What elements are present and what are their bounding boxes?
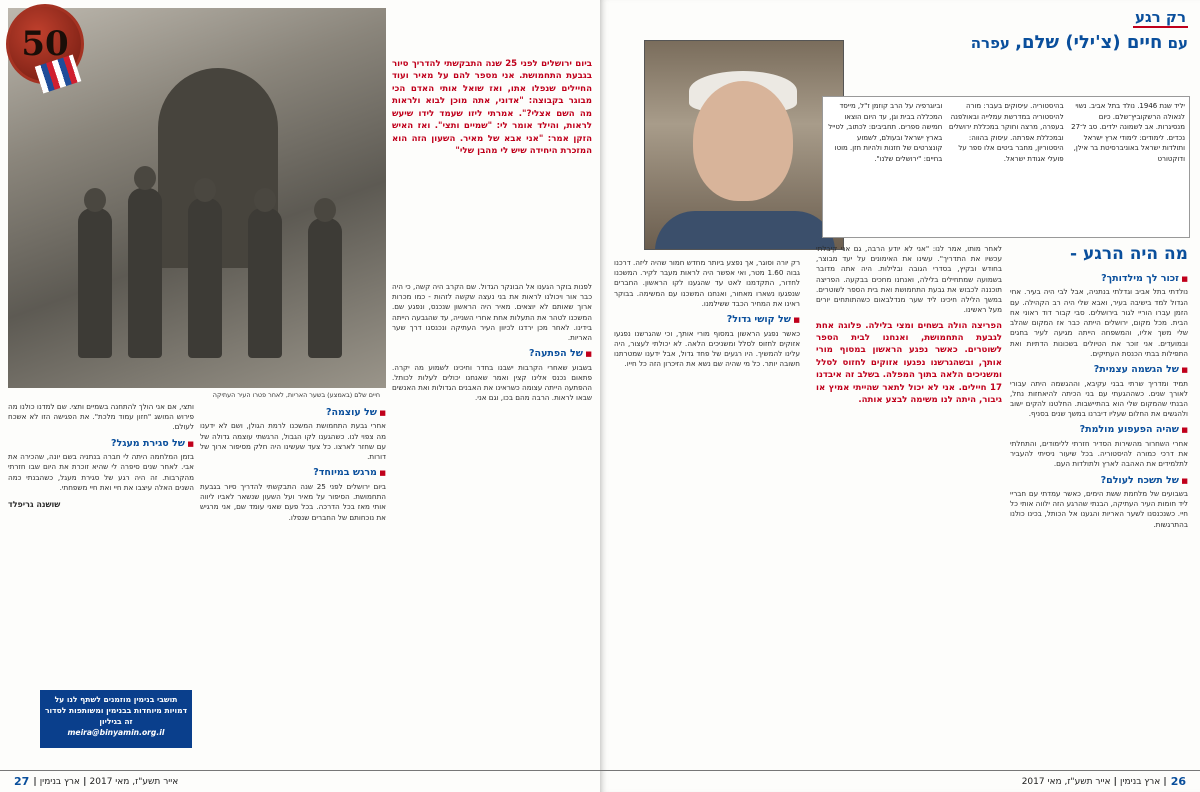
bio-col2: בהיסטוריה. עיסוקים בעבר: מורה להיסטוריה במדרשת עמלייה ובאולפנה בעפרה, מרצה וחוקר במכללת ירושלים ובמכללת אפרתה. עיסוק בהווה: היסטוריון, מחבר ביטים אלו ספר על פועלי אגודת ישראל. xyxy=(948,102,1064,163)
footer-left: אייר תשע"ז, מאי 2017 | ארץ בנימין | 27 xyxy=(0,770,600,792)
highlight-quote: הפריצה הולה בשחים ומצי בלילה. פלוגה אחת לגבעת התחמושת, ואנחנו לבית הספר לשוטרים. כאשר נפגע הראשון במסוף מורי אותך, ובשהגרשנו נפגעו אזוקים לחזוס לסלל ומשניכים הלאה בתוך המפלה. בשלב זה איבדנו 17 חיילים. אני לא יכול לתאר שהייתי אמיץ או גיבור, היתה לנו משימה לבצע אותה. xyxy=(816,320,1002,406)
ad-text: תושבי בנימין מוזמנים לשתף לנו על דמויות מיוחדות בבנימין ומשותפות לסדור זה בגיליון xyxy=(44,695,188,726)
pullquote: ביום ירושלים לפני 25 שנה התבקשתי להדריך סיור בגבעת התחמושת. אני מספר להם על מאיר ועוד החיילים שנפלו אתו, ואז שואל אותי האדם הכי מבוגר בקבוצה: "אדוני, אתה מוכן לבוא ולראות מה השם אצלי?". אמרתי ליזו שעמד לידו שיעש לראות, והילד אומר לי: "שמיים ותצי". ואז האיש הזקן אמר: "אני אבא של מאיר. השעון הזה הוא המזכרת היחידה שיש לי מהבן שלי" xyxy=(392,59,592,157)
footer-date: אייר תשע"ז, מאי 2017 xyxy=(89,776,179,787)
subhead-closing-circle: ■ של סגירת מעגל? xyxy=(8,437,194,450)
bio-infobox xyxy=(822,96,1190,238)
subhead-never-forget: ■ של תשכח לעולם? xyxy=(1010,474,1188,487)
page-number: 26 xyxy=(1170,775,1186,788)
mid-b-text: בשבוע שאחרי הקרבות ישבנו בחדר וחיכינו לשמוע מה יקרה. פתאום נכנס אלינו קצין ואמר שאנחנו יכולים לעלות לכותל. ההפתעה הייתה עצומה כשראינו את האבנים הגדולות ואת האנשים שבאו לראות. הרבה מהם בכו, וגם אני. xyxy=(392,362,592,403)
never-forget-text: בשבועים של מלחמת ששת הימים, כאשר עמדתי עם חבריי ליד חומות העיר העתיקה, הבנתי שהרגע הזה ילווה אותי כל חיי. כשנכנסנו לשער האריות והגענו אל הכותל, בכינו כולנו בהתרגשות. xyxy=(1010,489,1188,529)
turning-text: אחרי השחרור מהשירות הסדיר חזרתי ללימודים, והתחלתי את דרכי כמורה להיסטוריה. בכל שיעור ניסיתי להעביר לתלמידים את האהבה לארץ ולתולדות העם. xyxy=(1010,438,1188,469)
subhead-moving: ■ מרגש במיוחד? xyxy=(200,466,386,479)
photo-caption: חיים שלם (באמצע) בשער האריות, לאחר פטרו העיר העתיקה xyxy=(212,391,380,399)
footer-magazine: ארץ בנימין xyxy=(39,776,80,787)
subhead-self-fulfillment: ■ של הגשמה עצמית? xyxy=(1010,363,1188,376)
left-far-column xyxy=(8,402,194,682)
difficulty-text: כאשר נפגע הראשון במסוף מורי אותך, וכי שהגרשנו נפגעו אזוקים לחזוס לסלל ומשניכים הלאה. לא יכולתי לעצור, היה עלינו להמשיך. היו רגעים של פחד גדול, אבל ידענו שמטרתנו חשובה יותר. כל מי שהיה שם נשא את הזיכרון הזה כל חייו. xyxy=(614,328,800,369)
left-center-column xyxy=(200,402,386,766)
childhood-text: נולדתי בתל אביב וגדלתי בנתניה, אבל לבי היה בעיר. אחי הגדול למד בישיבה בעיר, ואבא שלי היה רב הקהילה. עם הזמן עברו הוריי לגור בירושלים. סבי קבור דוד ראוני אח הבית. מכל מקום, ירושלים הייתה כבר אז המקום שהלב שלי משך אליו, והמשפחה הייתה מגיעה לעיר בחגים ובמועדים. אני זוכר את הטיולים בשכונות הדתיות ואת התפילות בבתי הכנסת העתיקים. xyxy=(1010,287,1188,358)
left-col-text: רק יורה וסוגר, אך נפצע ביותר מחדש חמור שהיה ליזה. דרכנו גבוה 1.60 מטר, ואי אפשר היה לראות מעבר לקיר. המשכנו לחדור, התקדמנו לאט עד שהגענו לקו הראשון. החברים שנפגעו נשארו מאחור, ואנחנו המשכנו עם המשימה. בבוקר ראינו את המחיר הכבד ששילמנו. xyxy=(614,258,800,308)
title-prefix: עם xyxy=(1167,34,1188,52)
far-b-text: ותצי, אם אני הולך להתחנה בשמיים ותצי. שם למדנו כולנו מה פירוש המושג "חזון עמוד מלכת". את הפגישה הזו לא אשכח לעולם. xyxy=(8,402,194,432)
subhead-power: ■ של עוצמה? xyxy=(200,406,386,419)
mid-top-text: לפנות בוקר הגענו אל הבונקר הגדול. שם הקרב היה קשה, כי היה כבר אור ויכולנו לראות את בני נעצה שקשה לזהות - כמו מכרות ארוך שאותם לא יוצאים. מאיר היה הראשון שנכנס, ונפגע שם. המשכנו לטהר את התעלות אחת אחרי השנייה, עד שהגבעה הייתה בידינו. לאחר מכן ירדנו לכיוון העיר העתיקה ונכנסנו דרך שער האריות. xyxy=(392,282,592,343)
main-heading: מה היה הרגע - xyxy=(1070,244,1188,264)
title-place: עפרה xyxy=(970,34,1010,52)
right-center-column xyxy=(816,244,1002,764)
bio-col3: וביוגרפיה על הרב קוזמן ז"ל, מייסד המכללה בבית וגן, עד היום הוצאו חמישה ספרים. תחביבים: לכתוב, לטייל בארץ ישראל ובעולם, לשמוע קונצרטים של חזנות ולהיות חזן. מוטו בחיים: "ירושלים שלנו". xyxy=(828,102,943,163)
right-main-column xyxy=(1010,268,1188,764)
footer-right: 26 | ארץ בנימין | אייר תשע"ז, מאי 2017 xyxy=(600,770,1200,792)
subhead-turning-point: ■ שהיה הפעפוע מולמת? xyxy=(1010,423,1188,436)
left-mid-column xyxy=(392,282,592,762)
badge-number: 50 xyxy=(21,24,69,64)
right-page xyxy=(600,0,1200,792)
submission-ad xyxy=(40,690,192,748)
right-left-column xyxy=(614,258,800,764)
fulfillment-text: תמיד ומדריך שרתי בבני עקיבא, וההגשמה היתה עבורי לאורך שנים. כשההגעתי עם בני הכיתה להיאחזות נחל, הבנתי שהמקום שלי הוא בהתיישבות. החלטנו להקים ישוב ולהגשים את החלום שעליו דיברנו במשך שנים בסניף. xyxy=(1010,378,1188,419)
subhead-great-difficulty: ■ של קושי גדול? xyxy=(614,313,800,326)
bio-col1: יליד שנת 1946. נולד בתל אביב. נשוי לנאולה הרשקוביץ־שלם. כיום מנסיגרות. אב לשמונה ילדים. סב ל־27 נכדים. לימודים: לימודי ארץ ישראל ותולדות ישראל באוניברסיטת בר אילן, ודוקטורט xyxy=(1071,102,1185,163)
footer-date: אייר תשע"ז, מאי 2017 xyxy=(1021,776,1111,787)
subhead-childhood: ■ זכור לך מילדותך? xyxy=(1010,272,1188,285)
closing-text: בזמן המלחמה היתה לי חברה בנתניה בשם יונה, שהכירה את אבי. לאחר שנים סיפרה לי שהיא זוכרת את היום שבו חזרתי מהקרבות. זה היה רגע של סגירת מעגל, כשהבנתי כמה השנים האלה עיצבו את חיי ואת חיי משפחתי. xyxy=(8,452,194,492)
portrait-photo xyxy=(644,40,844,250)
title-name: חיים (צ'ילי) שלם, xyxy=(1015,32,1163,53)
ad-email-link[interactable]: meira@binyamin.org.il xyxy=(67,728,165,737)
moving-text: ביום ירושלים לפני 25 שנה התבקשתי להדריך סיור בגבעת התחמושת. הסיפור על מאיר ועל השעון שנשאר לאביו ליווה אותי מאז בכל הדרכה. בכל פעם שאני עומד שם, אני מרגיש את נוכחותם של החברים שנפלו. xyxy=(200,481,386,522)
power-text: אחרי גבעת התחמושת המשכנו לרמת הגולן, ושם לא ידענו מה צפוי לנו. כשהגענו לקו הגבול, הרגשתי עוצמה גדולה של עם שחזר לארצו. כל צעד שעשינו היה חלק מסיפור ארוך של דורות. xyxy=(200,421,386,462)
footer-magazine: ארץ בנימין xyxy=(1120,776,1161,787)
page-number: 27 xyxy=(14,775,30,788)
section-tag: רק רגע xyxy=(1134,8,1186,26)
subhead-surprise: ■ של הפתעה? xyxy=(392,347,592,360)
author-signature: שושנה גריפלד xyxy=(8,500,61,510)
center-col1-text: לאחר מותו, אמר לנו: "אני לא יודע הרבה, גם אני קיבלתי עכשיו את התדריך". עשינו את האימונים על יעד מבוצר, בחודש ובקיץ, בסדרי הגובה ובלילות. היה אתה מדובר בשמועה שמתחילים בלילה, ואנחנו מחכים בבקעה. הפריצה תוכננה לכבוש את גבעת התחמושת ואת בית הספר לשוטרים. במשך הלילה חיכינו ליד שער מנדלבאום כשהתותחים יורים מעל ראשינו. xyxy=(816,244,1002,315)
